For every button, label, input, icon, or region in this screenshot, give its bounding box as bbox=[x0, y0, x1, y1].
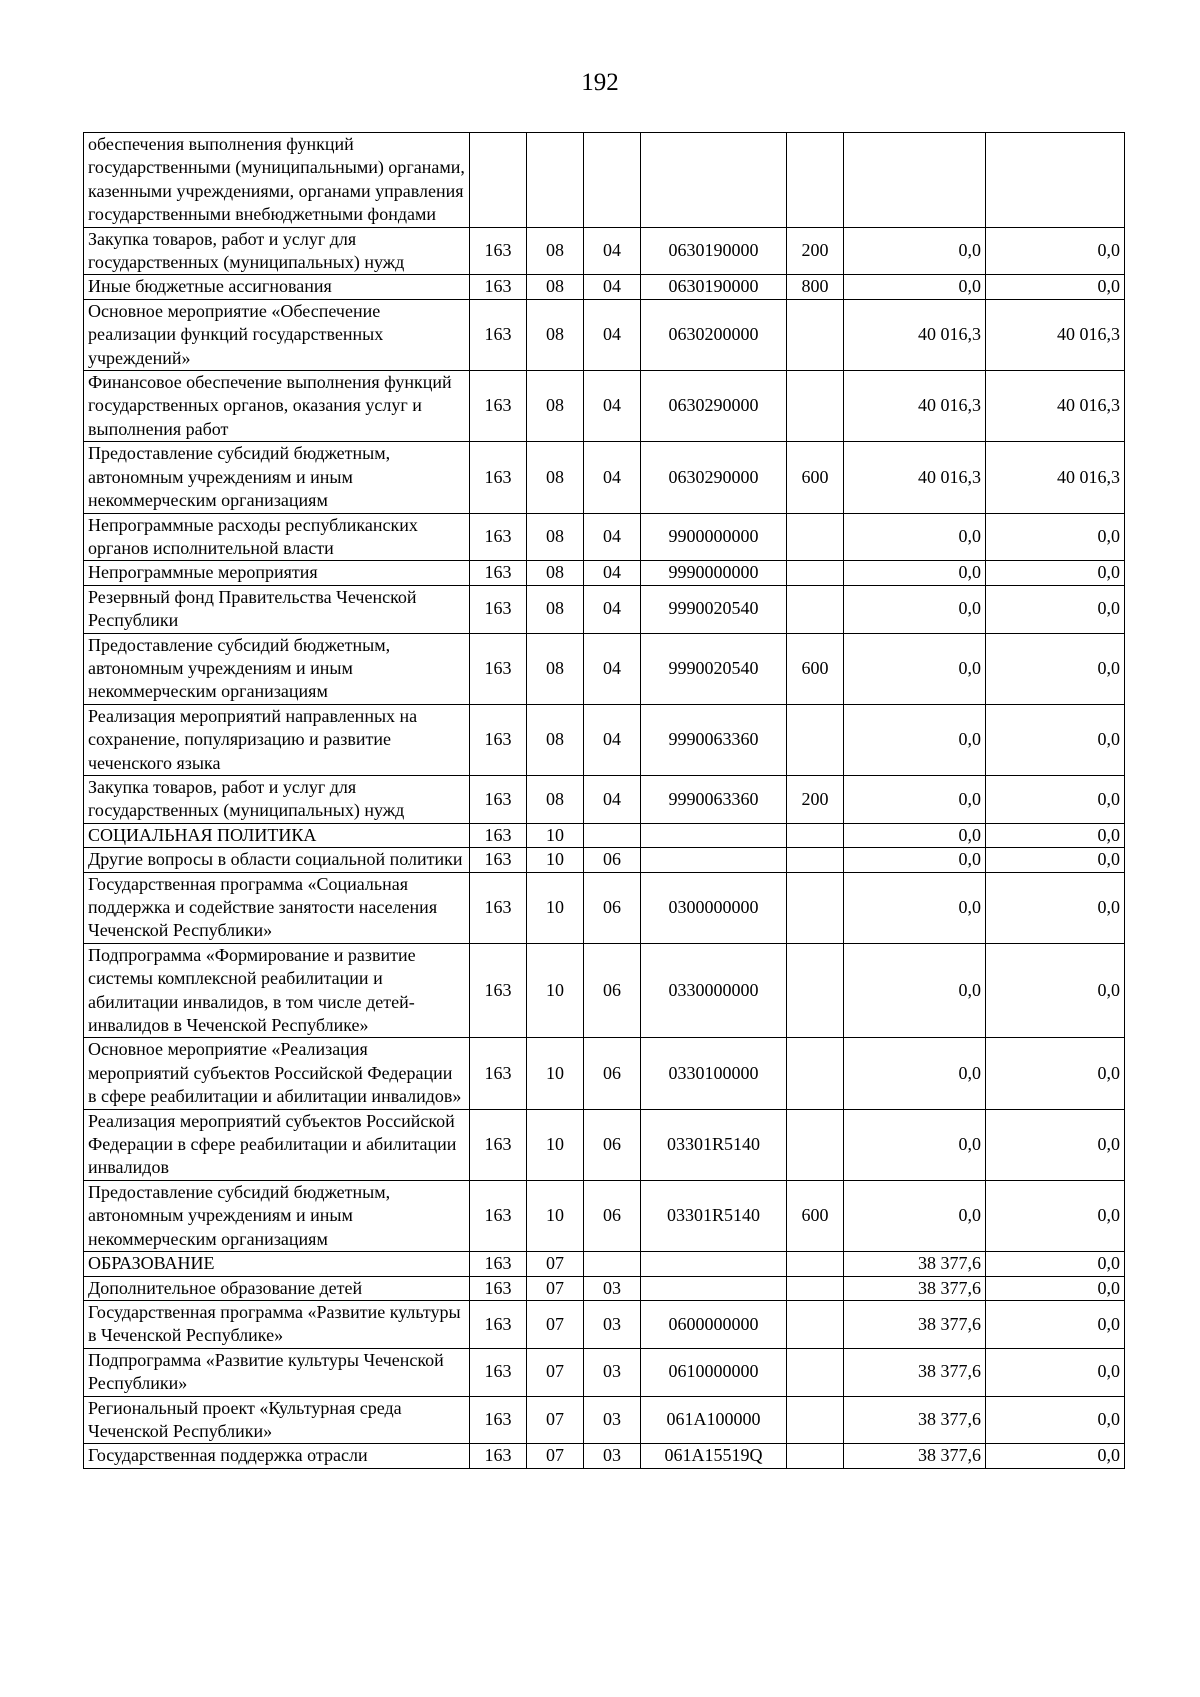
row-ved-code: 163 bbox=[470, 872, 527, 943]
table-row bbox=[84, 704, 1125, 775]
row-ved-code: 163 bbox=[470, 585, 527, 633]
row-amount-1: 0,0 bbox=[844, 227, 986, 275]
row-amount-2: 0,0 bbox=[986, 943, 1125, 1038]
row-amount-1: 40 016,3 bbox=[844, 371, 986, 442]
row-expense-type: 600 bbox=[787, 442, 844, 513]
row-expense-type bbox=[787, 872, 844, 943]
row-subsection-code: 06 bbox=[584, 848, 641, 872]
row-expense-type bbox=[787, 1109, 844, 1180]
row-expense-type bbox=[787, 299, 844, 370]
row-expense-type bbox=[787, 823, 844, 847]
row-expense-type bbox=[787, 704, 844, 775]
table-row bbox=[84, 513, 1125, 561]
row-amount-1: 0,0 bbox=[844, 823, 986, 847]
row-section-code: 07 bbox=[527, 1348, 584, 1396]
row-section-code: 07 bbox=[527, 1396, 584, 1444]
row-expense-type bbox=[787, 1038, 844, 1109]
row-name: Реализация мероприятий направленных на сохранение, популяризацию и развитие чеченского языка bbox=[84, 704, 470, 775]
row-amount-1: 0,0 bbox=[844, 1109, 986, 1180]
row-expense-type bbox=[787, 513, 844, 561]
row-section-code: 08 bbox=[527, 227, 584, 275]
row-amount-1: 0,0 bbox=[844, 704, 986, 775]
row-expense-type: 800 bbox=[787, 275, 844, 299]
row-amount-1: 0,0 bbox=[844, 633, 986, 704]
row-amount-1: 38 377,6 bbox=[844, 1276, 986, 1300]
row-ved-code: 163 bbox=[470, 299, 527, 370]
row-target-article: 0630290000 bbox=[641, 442, 787, 513]
row-amount-1: 0,0 bbox=[844, 848, 986, 872]
row-target-article: 061A15519Q bbox=[641, 1444, 787, 1468]
row-subsection-code: 06 bbox=[584, 1180, 641, 1251]
row-section-code: 08 bbox=[527, 561, 584, 585]
row-target-article: 9990063360 bbox=[641, 775, 787, 823]
row-subsection-code: 03 bbox=[584, 1276, 641, 1300]
row-ved-code: 163 bbox=[470, 704, 527, 775]
row-amount-2: 0,0 bbox=[986, 1276, 1125, 1300]
row-section-code: 08 bbox=[527, 585, 584, 633]
row-target-article bbox=[641, 823, 787, 847]
row-section-code: 07 bbox=[527, 1276, 584, 1300]
row-section-code bbox=[527, 133, 584, 228]
row-target-article: 9990020540 bbox=[641, 633, 787, 704]
row-target-article: 03301R5140 bbox=[641, 1180, 787, 1251]
row-expense-type: 600 bbox=[787, 633, 844, 704]
table-body bbox=[84, 133, 1125, 1469]
row-ved-code: 163 bbox=[470, 633, 527, 704]
row-section-code: 08 bbox=[527, 371, 584, 442]
row-target-article: 9990000000 bbox=[641, 561, 787, 585]
row-ved-code: 163 bbox=[470, 1252, 527, 1276]
row-name: Резервный фонд Правительства Чеченской Республики bbox=[84, 585, 470, 633]
row-ved-code: 163 bbox=[470, 1396, 527, 1444]
row-ved-code: 163 bbox=[470, 561, 527, 585]
row-section-code: 08 bbox=[527, 513, 584, 561]
row-name: Иные бюджетные ассигнования bbox=[84, 275, 470, 299]
row-target-article: 9990020540 bbox=[641, 585, 787, 633]
row-amount-1: 0,0 bbox=[844, 585, 986, 633]
row-expense-type bbox=[787, 1252, 844, 1276]
row-amount-2: 0,0 bbox=[986, 633, 1125, 704]
row-ved-code: 163 bbox=[470, 1444, 527, 1468]
row-name: Закупка товаров, работ и услуг для государственных (муниципальных) нужд bbox=[84, 227, 470, 275]
table-row bbox=[84, 872, 1125, 943]
row-subsection-code: 04 bbox=[584, 704, 641, 775]
row-amount-1: 40 016,3 bbox=[844, 442, 986, 513]
row-ved-code: 163 bbox=[470, 1276, 527, 1300]
row-amount-2: 0,0 bbox=[986, 1252, 1125, 1276]
table-row bbox=[84, 1396, 1125, 1444]
row-expense-type bbox=[787, 1276, 844, 1300]
row-target-article: 03301R5140 bbox=[641, 1109, 787, 1180]
row-section-code: 07 bbox=[527, 1252, 584, 1276]
row-section-code: 10 bbox=[527, 872, 584, 943]
row-amount-1: 38 377,6 bbox=[844, 1300, 986, 1348]
row-ved-code: 163 bbox=[470, 275, 527, 299]
table-row bbox=[84, 1276, 1125, 1300]
row-target-article bbox=[641, 848, 787, 872]
table-row bbox=[84, 275, 1125, 299]
row-amount-2: 0,0 bbox=[986, 1300, 1125, 1348]
row-amount-2: 0,0 bbox=[986, 775, 1125, 823]
row-target-article: 0330100000 bbox=[641, 1038, 787, 1109]
row-subsection-code: 04 bbox=[584, 442, 641, 513]
row-name: Непрограммные расходы республиканских органов исполнительной власти bbox=[84, 513, 470, 561]
row-name: обеспечения выполнения функций государственными (муниципальными) органами, казенными учреждениями, органами управления государственными внебюджетными фондами bbox=[84, 133, 470, 228]
row-amount-2: 0,0 bbox=[986, 1109, 1125, 1180]
row-name: Подпрограмма «Развитие культуры Чеченской Республики» bbox=[84, 1348, 470, 1396]
row-subsection-code: 06 bbox=[584, 943, 641, 1038]
row-expense-type bbox=[787, 371, 844, 442]
row-target-article: 9990063360 bbox=[641, 704, 787, 775]
row-name: Региональный проект «Культурная среда Чеченской Республики» bbox=[84, 1396, 470, 1444]
row-subsection-code: 03 bbox=[584, 1348, 641, 1396]
table-row bbox=[84, 371, 1125, 442]
row-section-code: 10 bbox=[527, 943, 584, 1038]
row-amount-2: 0,0 bbox=[986, 848, 1125, 872]
table-row bbox=[84, 943, 1125, 1038]
row-amount-1: 38 377,6 bbox=[844, 1348, 986, 1396]
table-row bbox=[84, 1252, 1125, 1276]
row-expense-type bbox=[787, 1444, 844, 1468]
row-subsection-code: 04 bbox=[584, 513, 641, 561]
row-amount-2: 0,0 bbox=[986, 1348, 1125, 1396]
row-expense-type: 600 bbox=[787, 1180, 844, 1251]
row-section-code: 08 bbox=[527, 275, 584, 299]
row-target-article: 0330000000 bbox=[641, 943, 787, 1038]
row-section-code: 10 bbox=[527, 823, 584, 847]
row-name: СОЦИАЛЬНАЯ ПОЛИТИКА bbox=[84, 823, 470, 847]
row-amount-2: 40 016,3 bbox=[986, 299, 1125, 370]
table-row bbox=[84, 227, 1125, 275]
row-target-article: 9900000000 bbox=[641, 513, 787, 561]
row-amount-2: 0,0 bbox=[986, 227, 1125, 275]
row-section-code: 10 bbox=[527, 1038, 584, 1109]
table-row bbox=[84, 299, 1125, 370]
row-subsection-code bbox=[584, 133, 641, 228]
row-ved-code: 163 bbox=[470, 227, 527, 275]
row-ved-code: 163 bbox=[470, 1109, 527, 1180]
row-section-code: 08 bbox=[527, 299, 584, 370]
row-amount-2: 0,0 bbox=[986, 1444, 1125, 1468]
row-subsection-code: 06 bbox=[584, 1109, 641, 1180]
row-amount-1: 40 016,3 bbox=[844, 299, 986, 370]
row-name: Финансовое обеспечение выполнения функций государственных органов, оказания услуг и выполнения работ bbox=[84, 371, 470, 442]
row-amount-2: 0,0 bbox=[986, 704, 1125, 775]
table-row bbox=[84, 775, 1125, 823]
row-name: Предоставление субсидий бюджетным, автономным учреждениям и иным некоммерческим организациям bbox=[84, 442, 470, 513]
row-amount-1: 38 377,6 bbox=[844, 1444, 986, 1468]
row-target-article: 0630290000 bbox=[641, 371, 787, 442]
table-row bbox=[84, 633, 1125, 704]
table-row bbox=[84, 1348, 1125, 1396]
row-name: Дополнительное образование детей bbox=[84, 1276, 470, 1300]
row-subsection-code: 04 bbox=[584, 299, 641, 370]
row-name: Основное мероприятие «Реализация мероприятий субъектов Российской Федерации в сфере реабилитации и абилитации инвалидов» bbox=[84, 1038, 470, 1109]
row-target-article: 0610000000 bbox=[641, 1348, 787, 1396]
table-row bbox=[84, 1109, 1125, 1180]
row-ved-code: 163 bbox=[470, 371, 527, 442]
row-name: Государственная поддержка отрасли bbox=[84, 1444, 470, 1468]
row-expense-type bbox=[787, 943, 844, 1038]
row-expense-type bbox=[787, 848, 844, 872]
row-ved-code: 163 bbox=[470, 823, 527, 847]
row-subsection-code: 06 bbox=[584, 1038, 641, 1109]
table-row bbox=[84, 442, 1125, 513]
row-expense-type: 200 bbox=[787, 775, 844, 823]
row-amount-1: 0,0 bbox=[844, 275, 986, 299]
row-name: Государственная программа «Социальная поддержка и содействие занятости населения Чеченской Республики» bbox=[84, 872, 470, 943]
row-target-article: 0630190000 bbox=[641, 275, 787, 299]
row-expense-type bbox=[787, 561, 844, 585]
table-row bbox=[84, 1038, 1125, 1109]
row-name: Непрограммные мероприятия bbox=[84, 561, 470, 585]
row-ved-code: 163 bbox=[470, 775, 527, 823]
row-section-code: 08 bbox=[527, 442, 584, 513]
row-amount-1: 0,0 bbox=[844, 513, 986, 561]
row-amount-1: 0,0 bbox=[844, 561, 986, 585]
table-row bbox=[84, 561, 1125, 585]
row-ved-code: 163 bbox=[470, 1180, 527, 1251]
table-row bbox=[84, 848, 1125, 872]
row-expense-type bbox=[787, 1396, 844, 1444]
table-row bbox=[84, 133, 1125, 228]
row-subsection-code: 04 bbox=[584, 633, 641, 704]
row-section-code: 10 bbox=[527, 848, 584, 872]
row-amount-1: 0,0 bbox=[844, 943, 986, 1038]
row-target-article bbox=[641, 1252, 787, 1276]
row-section-code: 10 bbox=[527, 1109, 584, 1180]
row-expense-type bbox=[787, 585, 844, 633]
row-amount-2: 0,0 bbox=[986, 561, 1125, 585]
row-name: Закупка товаров, работ и услуг для государственных (муниципальных) нужд bbox=[84, 775, 470, 823]
row-target-article bbox=[641, 1276, 787, 1300]
row-target-article: 0630200000 bbox=[641, 299, 787, 370]
row-subsection-code: 04 bbox=[584, 585, 641, 633]
row-expense-type bbox=[787, 1300, 844, 1348]
row-section-code: 07 bbox=[527, 1300, 584, 1348]
row-ved-code: 163 bbox=[470, 943, 527, 1038]
row-ved-code: 163 bbox=[470, 1038, 527, 1109]
row-name: Другие вопросы в области социальной политики bbox=[84, 848, 470, 872]
row-ved-code: 163 bbox=[470, 513, 527, 561]
row-section-code: 08 bbox=[527, 704, 584, 775]
row-target-article: 0630190000 bbox=[641, 227, 787, 275]
row-amount-1: 0,0 bbox=[844, 1038, 986, 1109]
row-subsection-code: 04 bbox=[584, 371, 641, 442]
row-ved-code: 163 bbox=[470, 442, 527, 513]
row-amount-2 bbox=[986, 133, 1125, 228]
row-name: Предоставление субсидий бюджетным, автономным учреждениям и иным некоммерческим организациям bbox=[84, 633, 470, 704]
table-row bbox=[84, 1300, 1125, 1348]
row-subsection-code: 03 bbox=[584, 1396, 641, 1444]
page-number: 192 bbox=[581, 69, 619, 96]
row-amount-1: 0,0 bbox=[844, 1180, 986, 1251]
row-name: Реализация мероприятий субъектов Российской Федерации в сфере реабилитации и абилитации инвалидов bbox=[84, 1109, 470, 1180]
row-target-article bbox=[641, 133, 787, 228]
row-name: Подпрограмма «Формирование и развитие системы комплексной реабилитации и абилитации инвалидов, в том числе детей-инвалидов в Чеченской Республике» bbox=[84, 943, 470, 1038]
row-name: ОБРАЗОВАНИЕ bbox=[84, 1252, 470, 1276]
row-subsection-code bbox=[584, 1252, 641, 1276]
row-expense-type bbox=[787, 1348, 844, 1396]
row-amount-1: 0,0 bbox=[844, 872, 986, 943]
row-amount-2: 0,0 bbox=[986, 1038, 1125, 1109]
row-subsection-code: 04 bbox=[584, 561, 641, 585]
row-amount-2: 0,0 bbox=[986, 823, 1125, 847]
row-subsection-code: 04 bbox=[584, 227, 641, 275]
row-amount-2: 40 016,3 bbox=[986, 442, 1125, 513]
table-row bbox=[84, 1444, 1125, 1468]
row-amount-1: 38 377,6 bbox=[844, 1396, 986, 1444]
row-expense-type bbox=[787, 133, 844, 228]
row-subsection-code: 06 bbox=[584, 872, 641, 943]
row-name: Предоставление субсидий бюджетным, автономным учреждениям и иным некоммерческим организациям bbox=[84, 1180, 470, 1251]
row-subsection-code: 03 bbox=[584, 1444, 641, 1468]
row-target-article: 0600000000 bbox=[641, 1300, 787, 1348]
row-section-code: 10 bbox=[527, 1180, 584, 1251]
row-section-code: 08 bbox=[527, 775, 584, 823]
row-name: Основное мероприятие «Обеспечение реализации функций государственных учреждений» bbox=[84, 299, 470, 370]
table-row bbox=[84, 1180, 1125, 1251]
row-ved-code: 163 bbox=[470, 1348, 527, 1396]
row-amount-2: 0,0 bbox=[986, 872, 1125, 943]
row-subsection-code: 04 bbox=[584, 775, 641, 823]
row-amount-1: 38 377,6 bbox=[844, 1252, 986, 1276]
row-amount-1 bbox=[844, 133, 986, 228]
row-ved-code: 163 bbox=[470, 1300, 527, 1348]
row-amount-2: 40 016,3 bbox=[986, 371, 1125, 442]
row-subsection-code bbox=[584, 823, 641, 847]
row-name: Государственная программа «Развитие культуры в Чеченской Республике» bbox=[84, 1300, 470, 1348]
row-ved-code bbox=[470, 133, 527, 228]
row-amount-2: 0,0 bbox=[986, 585, 1125, 633]
budget-table bbox=[83, 132, 1125, 1469]
row-amount-1: 0,0 bbox=[844, 775, 986, 823]
row-expense-type: 200 bbox=[787, 227, 844, 275]
row-section-code: 08 bbox=[527, 633, 584, 704]
row-amount-2: 0,0 bbox=[986, 1180, 1125, 1251]
row-subsection-code: 04 bbox=[584, 275, 641, 299]
row-target-article: 0300000000 bbox=[641, 872, 787, 943]
row-section-code: 07 bbox=[527, 1444, 584, 1468]
row-ved-code: 163 bbox=[470, 848, 527, 872]
table-row bbox=[84, 823, 1125, 847]
row-amount-2: 0,0 bbox=[986, 513, 1125, 561]
table-row bbox=[84, 585, 1125, 633]
row-subsection-code: 03 bbox=[584, 1300, 641, 1348]
row-target-article: 061A100000 bbox=[641, 1396, 787, 1444]
row-amount-2: 0,0 bbox=[986, 1396, 1125, 1444]
row-amount-2: 0,0 bbox=[986, 275, 1125, 299]
